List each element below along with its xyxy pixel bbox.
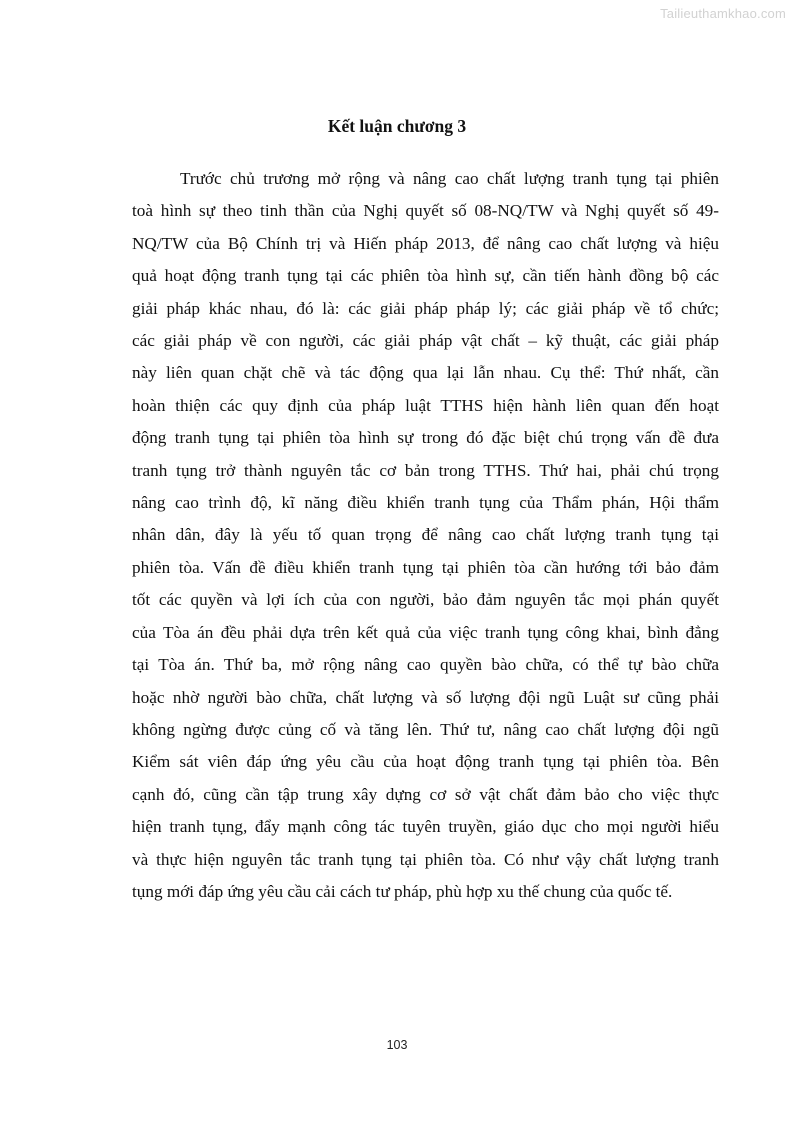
body-paragraph — [132, 163, 719, 908]
paragraph-line: NQ/TW của Bộ Chính trị và Hiến pháp 2013, để nâng cao chất lượng và hiệu — [132, 233, 719, 253]
paragraph-line: quả hoạt động tranh tụng tại các phiên tòa hình sự, cần tiến hành đồng bộ các — [132, 266, 719, 286]
chapter-conclusion-title: Kết luận chương 3 — [327, 116, 467, 136]
paragraph-line: động tranh tụng tại phiên tòa hình sự trong đó đặc biệt chú trọng vấn đề đưa — [132, 428, 719, 448]
paragraph-line: cạnh đó, cũng cần tập trung xây dựng cơ sở vật chất đảm bảo cho việc thực — [132, 784, 719, 804]
paragraph-line: nhân dân, đây là yếu tố quan trọng để nâng cao chất lượng tranh tụng tại — [132, 525, 719, 545]
paragraph-line: hiện tranh tụng, đẩy mạnh công tác tuyên truyền, giáo dục cho mọi người hiểu — [132, 817, 719, 837]
paragraph-line: phiên tòa. Vấn đề điều khiển tranh tụng tại phiên tòa cần hướng tới bảo đảm — [132, 557, 719, 577]
paragraph-line: tốt các quyền và lợi ích của con người, bảo đảm nguyên tắc mọi phán quyết — [132, 590, 719, 610]
paragraph-line: tụng mới đáp ứng yêu cầu cải cách tư pháp, phù hợp xu thế chung của quốc tế. — [132, 881, 673, 901]
paragraph-line: toà hình sự theo tinh thần của Nghị quyết số 08-NQ/TW và Nghị quyết số 49- — [132, 201, 719, 221]
paragraph-line: tại Tòa án. Thứ ba, mở rộng nâng cao quyền bào chữa, có thể tự bào chữa — [132, 655, 719, 675]
paragraph-line: tranh tụng trở thành nguyên tắc cơ bản trong TTHS. Thứ hai, phải chú trọng — [132, 460, 719, 480]
paragraph-line: giải pháp khác nhau, đó là: các giải pháp pháp lý; các giải pháp về tổ chức; — [132, 298, 719, 318]
watermark-text: Tailieuthamkhao.com — [660, 6, 786, 21]
paragraph-line: nâng cao trình độ, kĩ năng điều khiển tranh tụng của Thẩm phán, Hội thẩm — [132, 493, 719, 513]
paragraph-line: và thực hiện nguyên tắc tranh tụng tại phiên tòa. Có như vậy chất lượng tranh — [132, 849, 719, 869]
paragraph-line: hoặc nhờ người bào chữa, chất lượng và số lượng đội ngũ Luật sư cũng phải — [132, 687, 719, 707]
paragraph-line: không ngừng được củng cố và tăng lên. Thứ tư, nâng cao chất lượng đội ngũ — [132, 719, 719, 739]
paragraph-line: của Tòa án đều phải dựa trên kết quả của việc tranh tụng công khai, bình đẳng — [132, 622, 719, 642]
paragraph-line: Kiểm sát viên đáp ứng yêu cầu của hoạt động tranh tụng tại phiên tòa. Bên — [132, 752, 719, 772]
paragraph-line: này liên quan chặt chẽ và tác động qua lại lẫn nhau. Cụ thể: Thứ nhất, cần — [132, 363, 719, 383]
paragraph-line: hoàn thiện các quy định của pháp luật TTHS hiện hành liên quan đến hoạt — [132, 395, 719, 415]
paragraph-line: Trước chủ trương mở rộng và nâng cao chất lượng tranh tụng tại phiên — [180, 169, 719, 188]
paragraph-line: các giải pháp về con người, các giải pháp vật chất – kỹ thuật, các giải pháp — [132, 331, 719, 351]
page-number: 103 — [386, 1038, 408, 1052]
